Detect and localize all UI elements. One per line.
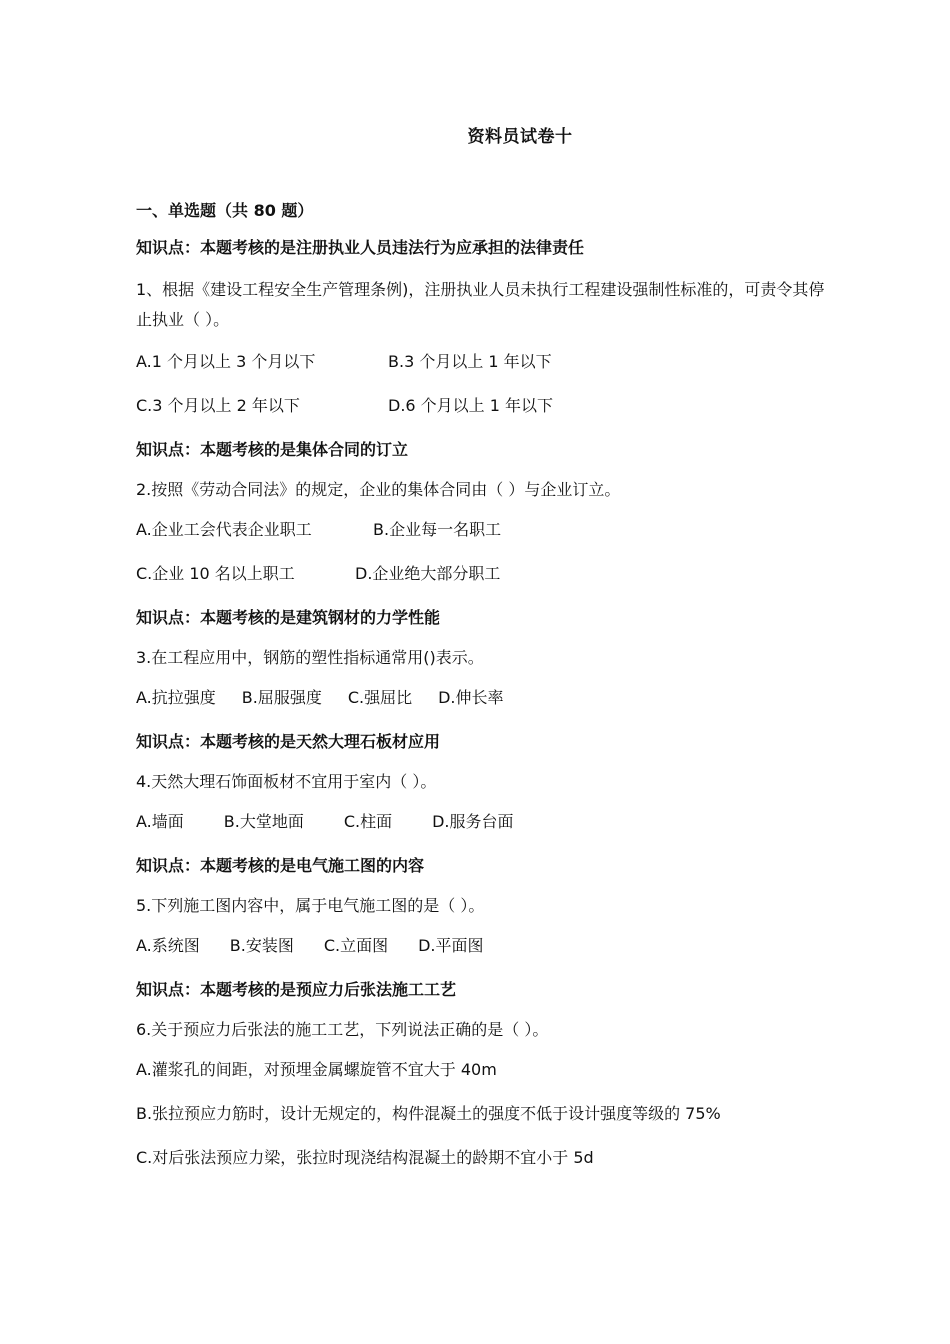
options-row <box>136 685 826 711</box>
option-d: D.服务台面 <box>432 812 514 831</box>
section-heading: 一、单选题（共 80 题） <box>136 201 314 220</box>
option-a: A.灌浆孔的间距，对预埋金属螺旋管不宜大于 40m <box>136 1060 497 1079</box>
option-d: D.企业绝大部分职工 <box>355 564 501 583</box>
option-b: B.屈服强度 <box>241 688 322 707</box>
option-b: B.企业每一名职工 <box>373 520 502 539</box>
knowledge-point: 知识点：本题考核的是预应力后张法施工工艺 <box>136 980 457 999</box>
question-block-6 <box>136 977 826 1171</box>
knowledge-point: 知识点：本题考核的是建筑钢材的力学性能 <box>136 608 441 627</box>
option-c: C.立面图 <box>323 936 389 955</box>
option-c: C.对后张法预应力梁，张拉时现浇结构混凝土的龄期不宜小于 5d <box>136 1148 594 1167</box>
option-b: B.大堂地面 <box>223 812 304 831</box>
question-text: 2.按照《劳动合同法》的规定，企业的集体合同由（ ）与企业订立。 <box>136 480 621 499</box>
option-c: C.强屈比 <box>347 688 413 707</box>
question-text: 5.下列施工图内容中，属于电气施工图的是（ ）。 <box>136 896 485 915</box>
option-b: B.3 个月以上 1 年以下 <box>388 352 552 371</box>
question-block-4 <box>136 729 826 835</box>
knowledge-point: 知识点：本题考核的是电气施工图的内容 <box>136 856 425 875</box>
option-a: A.系统图 <box>136 936 200 955</box>
option-b: B.安装图 <box>229 936 294 955</box>
question-block-3 <box>136 605 826 711</box>
knowledge-point: 知识点：本题考核的是集体合同的订立 <box>136 440 409 459</box>
question-text: 3.在工程应用中，钢筋的塑性指标通常用()表示。 <box>136 648 484 667</box>
option-c: C.企业 10 名以上职工 <box>136 564 295 583</box>
options-row <box>136 517 826 543</box>
question-block-1 <box>136 235 826 419</box>
options-row <box>136 561 826 587</box>
options-row <box>136 809 826 835</box>
option-c: C.3 个月以上 2 年以下 <box>136 396 300 415</box>
options-row <box>136 349 826 375</box>
option-a: A.抗拉强度 <box>136 688 216 707</box>
knowledge-point: 知识点：本题考核的是天然大理石板材应用 <box>136 732 441 751</box>
option-a: A.1 个月以上 3 个月以下 <box>136 352 316 371</box>
knowledge-point: 知识点：本题考核的是注册执业人员违法行为应承担的法律责任 <box>136 238 585 257</box>
options-row <box>136 393 826 419</box>
question-block-5 <box>136 853 826 959</box>
question-text: 1、根据《建设工程安全生产管理条例)，注册执业人员未执行工程建设强制性标准的，可责令其停止执业（ ）。 <box>136 280 825 329</box>
option-d: D.伸长率 <box>438 688 504 707</box>
option-c: C.柱面 <box>343 812 393 831</box>
document-body <box>136 198 826 1189</box>
document-title: 资料员试卷十 <box>467 127 573 147</box>
option-a: A.企业工会代表企业职工 <box>136 520 312 539</box>
question-text: 4.天然大理石饰面板材不宜用于室内（ ）。 <box>136 772 437 791</box>
option-d: D.平面图 <box>418 936 484 955</box>
options-row <box>136 933 826 959</box>
question-block-2 <box>136 437 826 587</box>
option-a: A.墙面 <box>136 812 184 831</box>
option-b: B.张拉预应力筋时，设计无规定的，构件混凝土的强度不低于设计强度等级的 75% <box>136 1104 721 1123</box>
question-text: 6.关于预应力后张法的施工工艺，下列说法正确的是（ ）。 <box>136 1020 549 1039</box>
option-d: D.6 个月以上 1 年以下 <box>388 396 554 415</box>
